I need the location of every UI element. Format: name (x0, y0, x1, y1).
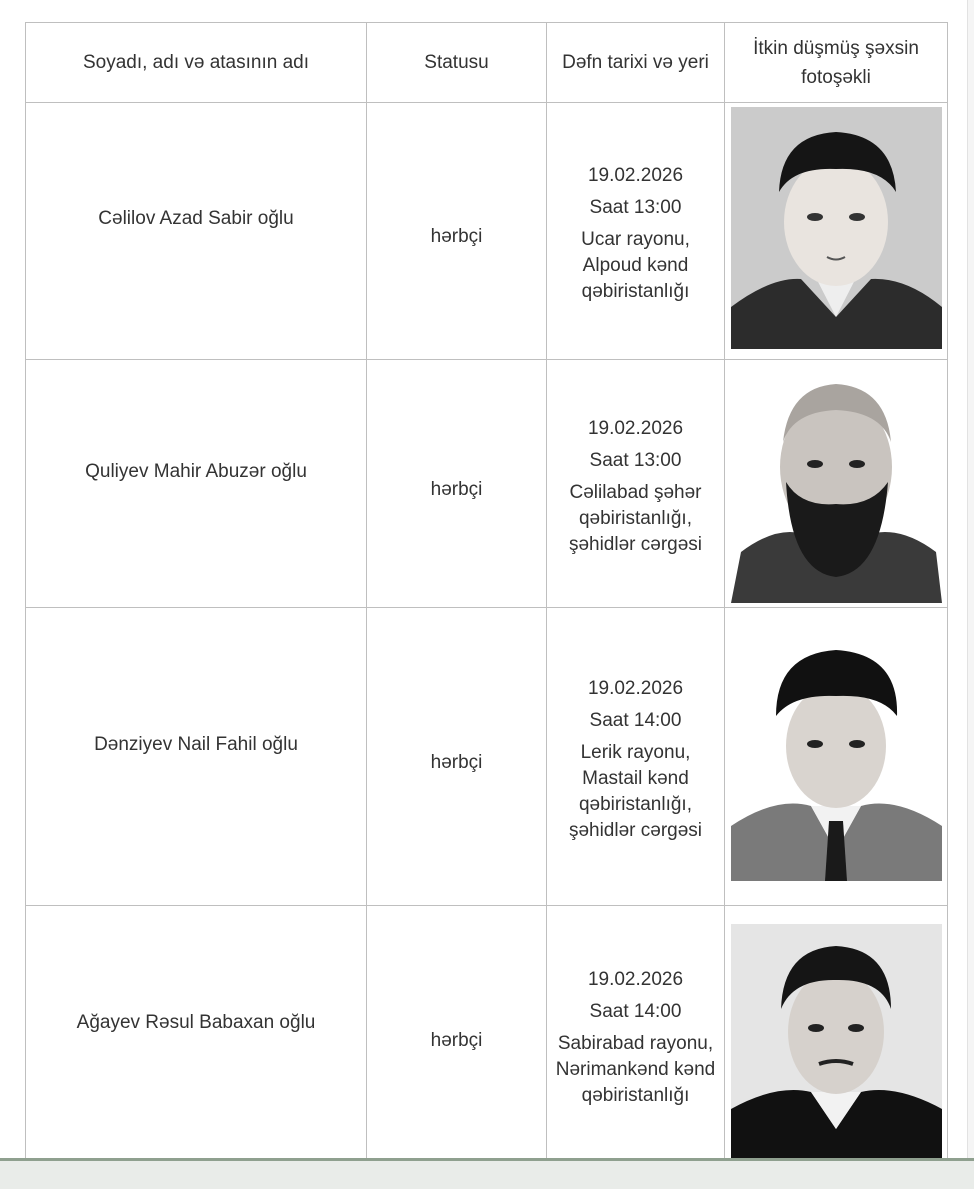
bottom-bar (0, 1158, 974, 1189)
table-row (26, 906, 948, 1164)
header-photo (725, 23, 948, 103)
person-status: hərbçi (430, 478, 483, 500)
burial-place: Cəlilabad şəhər qəbiristanlığı, şəhidlər cərgəsi (568, 481, 703, 555)
burial-place: Ucar rayonu, Alpoud kənd qəbiristanlığı (581, 229, 690, 302)
portrait-photo-icon (731, 924, 942, 1158)
person-name: Cəlilov Azad Sabir oğlu (98, 208, 294, 229)
header-burial (547, 23, 725, 103)
header-name: Soyadı, adı və atasının adı (26, 23, 367, 103)
burial-place: Sabirabad rayonu, Nərimankənd kənd qəbiristanlığı (555, 1032, 716, 1106)
burial-cell (547, 906, 725, 1164)
burial-place: Lerik rayonu, Mastail kənd qəbiristanlığı, şəhidlər cərgəsi (568, 741, 703, 841)
name-cell (26, 360, 367, 608)
status-cell (367, 906, 547, 1164)
photo-cell (725, 906, 948, 1164)
burial-date: 19.02.2026 (587, 968, 684, 990)
burial-time: Saat 14:00 (589, 1000, 682, 1022)
scrollbar-track[interactable] (967, 0, 974, 1158)
table-row (26, 103, 948, 360)
burial-time: Saat 13:00 (589, 449, 682, 471)
status-cell (367, 103, 547, 360)
person-name: Dənziyev Nail Fahil oğlu (94, 733, 298, 755)
header-burial-label: Dəfn tarixi və yeri (562, 52, 709, 73)
person-status: hərbçi (430, 226, 483, 247)
portrait-photo-icon (731, 107, 942, 349)
status-cell (367, 360, 547, 608)
table-header-row (26, 23, 948, 103)
burial-date: 19.02.2026 (587, 165, 684, 186)
photo-cell (725, 608, 948, 906)
table-row (26, 608, 948, 906)
burial-time: Saat 13:00 (589, 197, 682, 218)
header-photo-label: İtkin düşmüş şəxsin fotoşəkli (753, 37, 919, 88)
burial-cell (547, 103, 725, 360)
name-cell (26, 103, 367, 360)
burial-time: Saat 14:00 (589, 709, 682, 731)
portrait-photo-icon (731, 636, 942, 881)
status-cell (367, 608, 547, 906)
photo-cell (725, 360, 948, 608)
burial-cell (547, 360, 725, 608)
name-cell (26, 906, 367, 1164)
person-name: Ağayev Rəsul Babaxan oğlu (76, 1011, 316, 1033)
burial-date: 19.02.2026 (587, 677, 684, 699)
burial-date: 19.02.2026 (587, 417, 684, 439)
portrait-photo-icon (731, 372, 942, 603)
table-row (26, 360, 948, 608)
person-status: hərbçi (430, 751, 483, 773)
person-status: hərbçi (430, 1029, 483, 1051)
burial-cell (547, 608, 725, 906)
memorial-table (25, 22, 948, 1164)
photo-cell (725, 103, 948, 360)
person-name: Quliyev Mahir Abuzər oğlu (85, 460, 307, 482)
header-status: Statusu (367, 23, 547, 103)
name-cell (26, 608, 367, 906)
